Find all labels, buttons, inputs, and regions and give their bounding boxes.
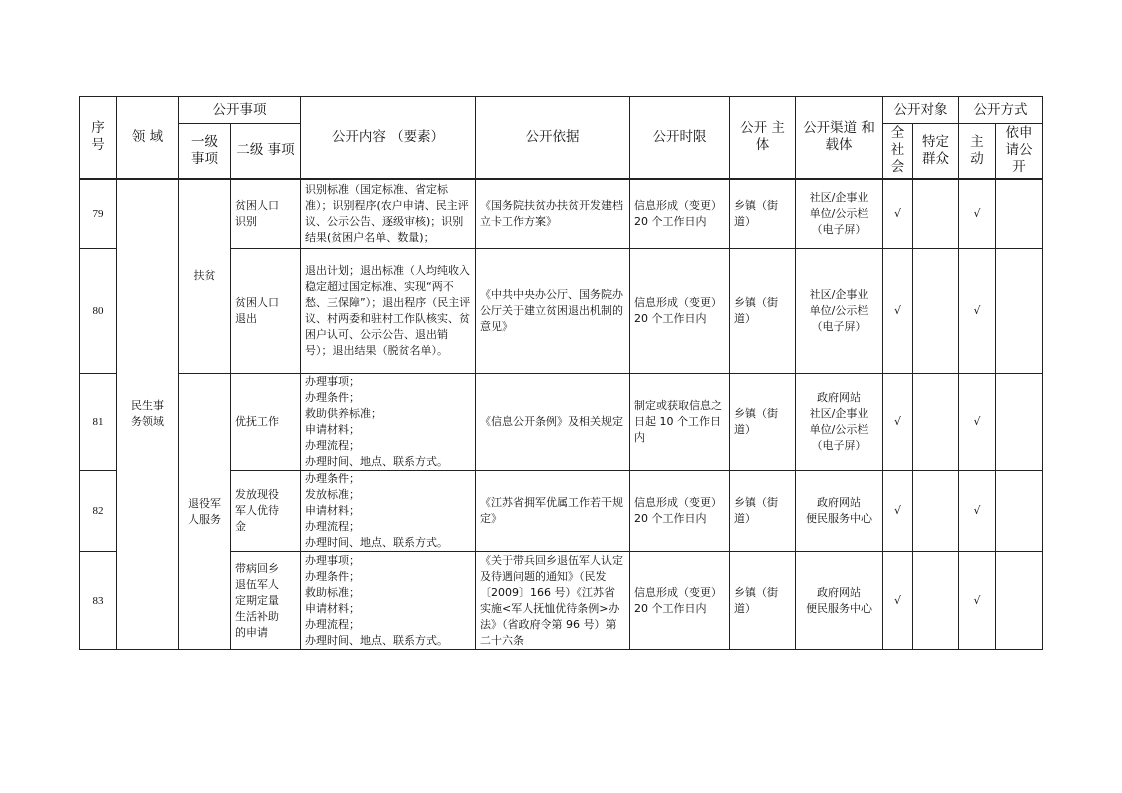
check-active: √: [959, 552, 996, 650]
check-all-society: √: [883, 374, 913, 471]
check-specific-group: [913, 552, 959, 650]
table-row: [80, 179, 1043, 249]
time-limit-cell: 信息形成（变更）20 个工作日内: [630, 471, 730, 552]
header-active: 主 动: [959, 124, 996, 179]
header-on-request: 依申 请公 开: [996, 124, 1043, 179]
content-cell: 办理事项； 办理条件； 救助供养标准； 申请材料； 办理流程； 办理时间、地点、联系方式。: [301, 374, 476, 471]
header-all-society: 全 社 会: [883, 124, 913, 179]
check-all-society: √: [883, 471, 913, 552]
channel-cell: 政府网站 便民服务中心: [796, 471, 883, 552]
level2-cell: 发放现役 军人优待 金: [231, 471, 301, 552]
time-limit-cell: 信息形成（变更）20 个工作日内: [630, 249, 730, 374]
row-number: 79: [80, 179, 117, 249]
level1-veterans: 退役军 人服务: [179, 374, 231, 650]
header-domain: 领 域: [117, 97, 179, 179]
header-method: 公开方式: [959, 97, 1043, 124]
level2-cell: 贫困人口 识别: [231, 179, 301, 249]
header-channel: 公开渠道 和载体: [796, 97, 883, 179]
basis-cell: 《关于带兵回乡退伍军人认定及待遇问题的通知》（民发〔2009〕166 号）《江苏省实施<军人抚恤优待条例>办法》（省政府令第 96 号）第二十六条: [476, 552, 630, 650]
header-subject: 公开 主体: [730, 97, 796, 179]
content-cell: 办理条件； 发放标准； 申请材料； 办理流程； 办理时间、地点、联系方式。: [301, 471, 476, 552]
header-time-limit: 公开时限: [630, 97, 730, 179]
channel-cell: 社区/企事业 单位/公示栏 （电子屏）: [796, 179, 883, 249]
row-number: 83: [80, 552, 117, 650]
domain-cell: 民生事 务领域: [117, 179, 179, 650]
content-cell: 退出计划；退出标准（人均纯收入稳定超过国定标准、实现“两不愁、三保障”）；退出程序（民主评议、村两委和驻村工作队核实、贫困户认可、公示公告、退出销号）；退出结果（脱贫名单）。: [301, 249, 476, 374]
header-basis: 公开依据: [476, 97, 630, 179]
header-specific-group: 特定 群众: [913, 124, 959, 179]
table-row: [80, 374, 1043, 471]
check-on-request: [996, 552, 1043, 650]
time-limit-cell: 信息形成（变更）20 个工作日内: [630, 552, 730, 650]
level2-cell: 带病回乡 退伍军人 定期定量 生活补助 的申请: [231, 552, 301, 650]
basis-cell: 《中共中央办公厅、国务院办公厅关于建立贫困退出机制的意见》: [476, 249, 630, 374]
header-content: 公开内容 （要素）: [301, 97, 476, 179]
header-item: 公开事项: [179, 97, 301, 124]
check-on-request: [996, 374, 1043, 471]
basis-cell: 《信息公开条例》及相关规定: [476, 374, 630, 471]
disclosure-table: [79, 96, 1043, 650]
check-all-society: √: [883, 179, 913, 249]
content-cell: 识别标准（国定标准、省定标准）；识别程序(农户申请、民主评议、公示公告、逐级审核)；识别结果(贫困户名单、数量)；: [301, 179, 476, 249]
check-specific-group: [913, 249, 959, 374]
header-level2: 二级 事项: [231, 124, 301, 179]
subject-cell: 乡镇（街道）: [730, 179, 796, 249]
channel-cell: 政府网站 便民服务中心: [796, 552, 883, 650]
check-specific-group: [913, 374, 959, 471]
check-all-society: √: [883, 552, 913, 650]
level2-cell: 贫困人口 退出: [231, 249, 301, 374]
check-active: √: [959, 179, 996, 249]
check-active: √: [959, 374, 996, 471]
basis-cell: 《国务院扶贫办扶贫开发建档立卡工作方案》: [476, 179, 630, 249]
check-specific-group: [913, 471, 959, 552]
header-seq: 序 号: [80, 97, 117, 179]
basis-cell: 《江苏省拥军优属工作若干规定》: [476, 471, 630, 552]
check-active: √: [959, 471, 996, 552]
time-limit-cell: 信息形成（变更）20 个工作日内: [630, 179, 730, 249]
subject-cell: 乡镇（街道）: [730, 552, 796, 650]
level1-poverty: 扶贫: [179, 179, 231, 374]
channel-cell: 社区/企事业 单位/公示栏 （电子屏）: [796, 249, 883, 374]
row-number: 82: [80, 471, 117, 552]
check-on-request: [996, 179, 1043, 249]
check-on-request: [996, 471, 1043, 552]
check-all-society: √: [883, 249, 913, 374]
content-cell: 办理事项； 办理条件； 救助标准； 申请材料； 办理流程； 办理时间、地点、联系方式。: [301, 552, 476, 650]
row-number: 81: [80, 374, 117, 471]
subject-cell: 乡镇（街道）: [730, 249, 796, 374]
level2-cell: 优抚工作: [231, 374, 301, 471]
header-level1: 一级 事项: [179, 124, 231, 179]
time-limit-cell: 制定或获取信息之日起 10 个工作日内: [630, 374, 730, 471]
subject-cell: 乡镇（街道）: [730, 471, 796, 552]
check-specific-group: [913, 179, 959, 249]
subject-cell: 乡镇（街道）: [730, 374, 796, 471]
channel-cell: 政府网站 社区/企事业 单位/公示栏 （电子屏）: [796, 374, 883, 471]
table-header: [80, 97, 1043, 179]
row-number: 80: [80, 249, 117, 374]
check-active: √: [959, 249, 996, 374]
header-audience: 公开对象: [883, 97, 959, 124]
check-on-request: [996, 249, 1043, 374]
